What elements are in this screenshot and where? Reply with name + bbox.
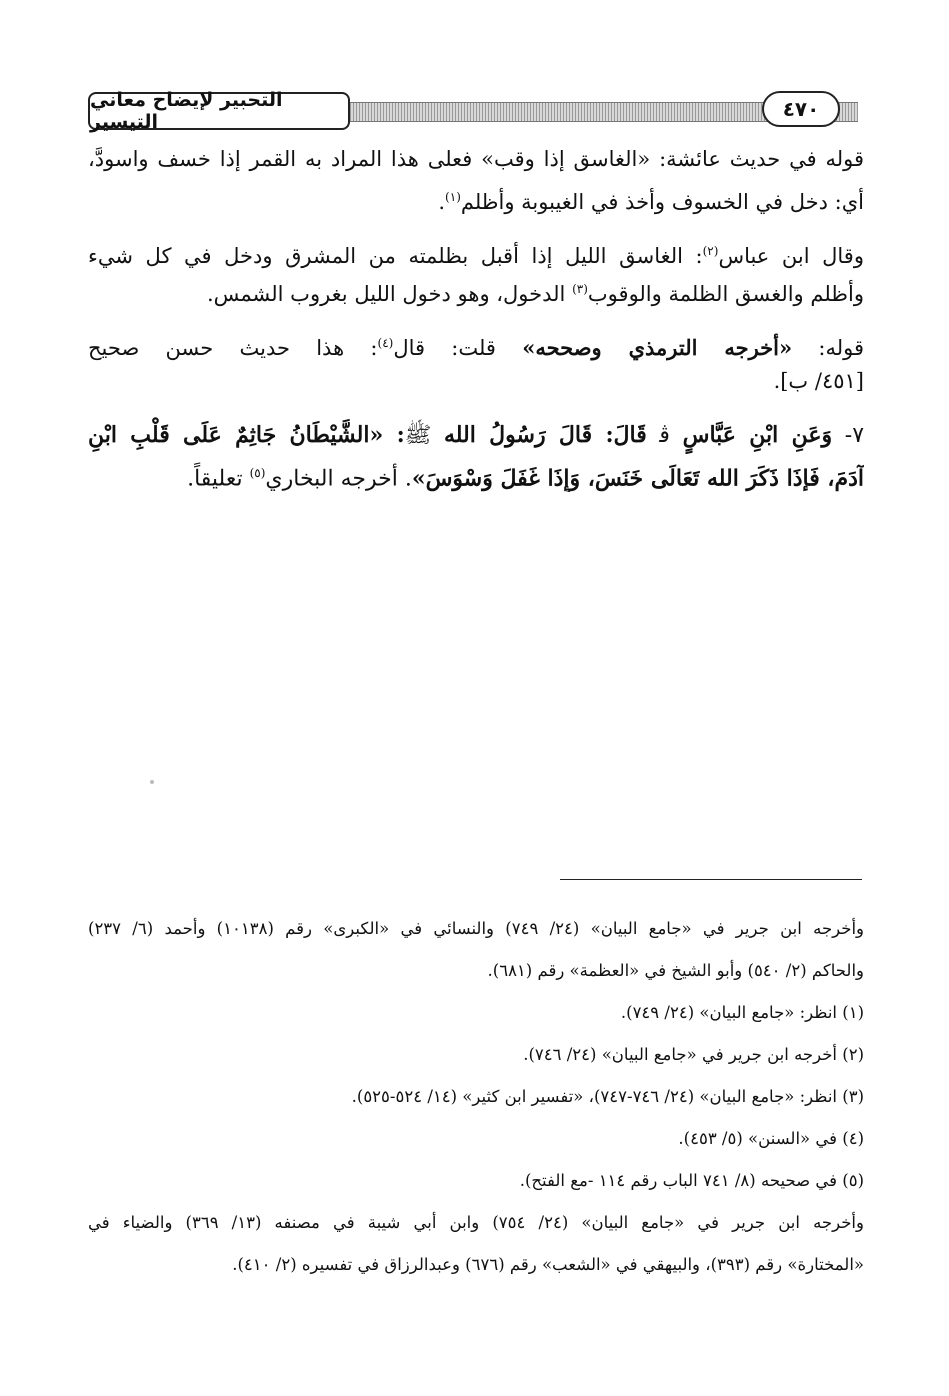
footnote-marker-2: (٢) [702,244,719,258]
footnote-continuation-line-2: والحاكم (٢/ ٥٤٠) وأبو الشيخ في «العظمة» رقم (٦٨١). [487,961,864,980]
footnote-5: (٥) في صحيحه (٨/ ٧٤١ الباب رقم ١١٤ -مع الفتح). [519,1171,864,1190]
text-segment: تعليقاً. [187,466,250,492]
salutation-glyph: ﷺ [404,423,444,448]
honorific-glyph: ﭬ [646,423,683,448]
footnote-5-extra-line-2: «المختارة» رقم (٣٩٣)، والبيهقي في «الشعب» رقم (٦٧٦) وعبدالرزاق في تفسيره (٢/ ٤١٠). [232,1255,864,1274]
footnote-4: (٤) في «السنن» (٥/ ٤٥٣). [678,1129,864,1148]
text-segment: أي: دخل في الخسوف وأخذ في الغيبوبة وأظلم [460,190,864,214]
manuscript-folio-ref: [٤٥١/ ب]. [773,369,864,393]
hadith-narrator: وَعَنِ ابْنِ عَبَّاسٍ [682,422,833,448]
main-text [88,140,864,492]
footnote-2: (٢) أخرجه ابن جرير في «جامع البيان» (٢٤/ ٧٤٦). [523,1045,864,1064]
footnote-5-extra-line-1: وأخرجه ابن جرير في «جامع البيان» (٢٤/ ٧٥٤) وابن أبي شيبة في مصنفه (١٣/ ٣٦٩) والضياء في [88,1213,864,1232]
hadith-text: قَالَ: قَالَ رَسُولُ الله [443,422,647,448]
paragraph-3-line-2 [88,362,864,400]
footnotes [88,908,864,1286]
text-segment: . أخرجه البخاري [265,466,412,492]
text-segment: وقال ابن عباس [718,244,864,268]
text-segment: : هذا حديث حسن صحيح [88,336,378,360]
text-segment: قوله في حديث عائشة: «الغاسق إذا وقب» فعلى هذا المراد به القمر إذا خسف واسودَّ، [88,147,864,171]
text-segment: الدخول، وهو دخول الليل بغروب الشمس. [206,282,573,306]
paragraph-1-line-2 [88,178,864,216]
text-segment: قلت: قال [393,336,523,360]
paragraph-3-line-1 [88,324,864,362]
footnote-marker-5: (٥) [249,466,266,480]
footnote-divider [560,879,862,880]
hadith-number: ٧- [832,423,864,448]
hadith-7-line-2 [88,454,864,492]
page-header [88,88,878,136]
hadith-7-line-1 [88,416,864,454]
paragraph-1-line-1 [88,140,864,178]
footnote-marker-3: (٣) [572,282,588,296]
footnote-1: (١) انظر: «جامع البيان» (٢٤/ ٧٤٩). [620,1003,864,1022]
text-segment: : الغاسق الليل إذا أقبل بظلمته من المشرق ودخل في كل شيء [88,244,703,268]
paragraph-2-line-1 [88,232,864,270]
paragraph-2-line-2 [88,270,864,308]
footnote-marker-1: (١) [445,190,461,204]
quoted-phrase: «أخرجه الترمذي وصححه» [522,335,793,360]
scan-speck [150,780,154,784]
page-number: ٤٧٠ [762,91,840,127]
book-title: التحبير لإيضاح معاني التيسير [88,92,350,130]
hadith-text: آدَمَ، فَإِذَا ذَكَرَ الله تَعَالَى خَنَسَ، وَإِذَا غَفَلَ وَسْوَسَ» [411,465,864,492]
hadith-text: : «الشَّيْطَانُ جَاثِمٌ عَلَى قَلْبِ ابْنِ [88,422,405,448]
text-segment: وأظلم والغسق الظلمة والوقوب [587,282,864,306]
footnote-marker-4: (٤) [377,336,394,350]
text-segment: . [438,190,446,214]
text-segment: قوله: [792,336,864,360]
footnote-continuation-line-1: وأخرجه ابن جرير في «جامع البيان» (٢٤/ ٧٤٩) والنسائي في «الكبرى» رقم (١٠١٣٨) وأحمد (٦/ ٢٣٧) [88,919,864,938]
footnote-3: (٣) انظر: «جامع البيان» (٢٤/ ٧٤٦-٧٤٧)، «تفسير ابن كثير» (١٤/ ٥٢٤-٥٢٥). [351,1087,864,1106]
